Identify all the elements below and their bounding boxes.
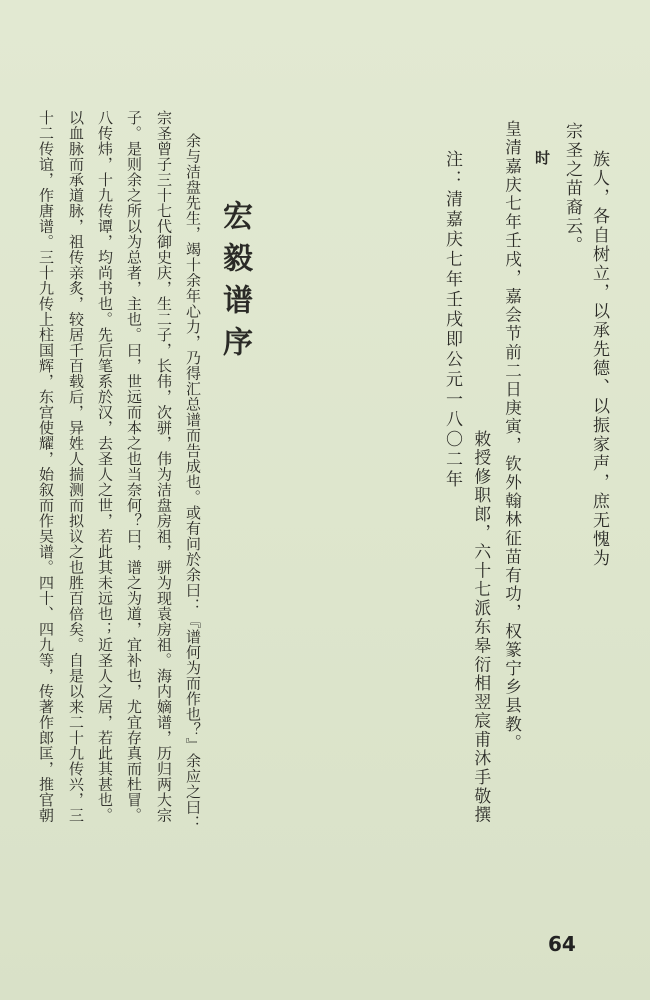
page-number: 64	[548, 932, 576, 956]
preface-column-5: 以血脉而承道脉，祖传亲炙，较居千百载后，异姓人揣测而拟议之也胜百倍矣。自是以来二十九传兴，三	[67, 110, 85, 823]
preface-column-6: 十二传谊，作唐谱。三十九传上柱国辉，东宫使耀，始叙而作吴谱。四十、四九等，传著作郎匡，推官朝	[37, 110, 55, 823]
preface-column-1: 余与洁盘先生，竭十余年心力，乃得汇总谱而告成也。或有问於余曰：『谱何为而作也？』余应之曰：	[184, 133, 202, 831]
preface-column-3: 子。是则余之所以为总者，主也。曰，世远而本之也当奈何？曰，谱之为道，宜补也，尤宜存真而杜冒。	[125, 110, 143, 823]
text-column-1: 族人，各自树立，以承先德、以振家声，庶无愧为	[589, 150, 609, 568]
text-column-6-note: 注：清嘉庆七年壬戌即公元一八〇二年	[442, 150, 462, 490]
text-column-5: 敕授修职郎，六十七派东皋衍相翌宸甫沐手敬撰	[471, 430, 492, 825]
text-column-2: 宗圣之苗裔云。	[562, 122, 582, 255]
preface-column-2: 宗圣曾子三十七代御史庆，生二子，长伟，次骈，伟为洁盘房祖，骈为现袁房祖。海内嫡谱，历归两大宗	[155, 110, 173, 823]
preface-title: 宏毅谱序	[217, 200, 252, 368]
text-column-3: 时	[533, 150, 551, 166]
preface-column-4: 八传炜，十九传谭，均尚书也。先后笔系於汉，去圣人之世，若此其未远也；近圣人之居，若此其甚也。	[96, 110, 114, 823]
text-column-4: 皇清嘉庆七年壬戌，嘉会节前二日庚寅，钦外翰林征苗有功，权篆宁乡县教。	[502, 120, 522, 753]
